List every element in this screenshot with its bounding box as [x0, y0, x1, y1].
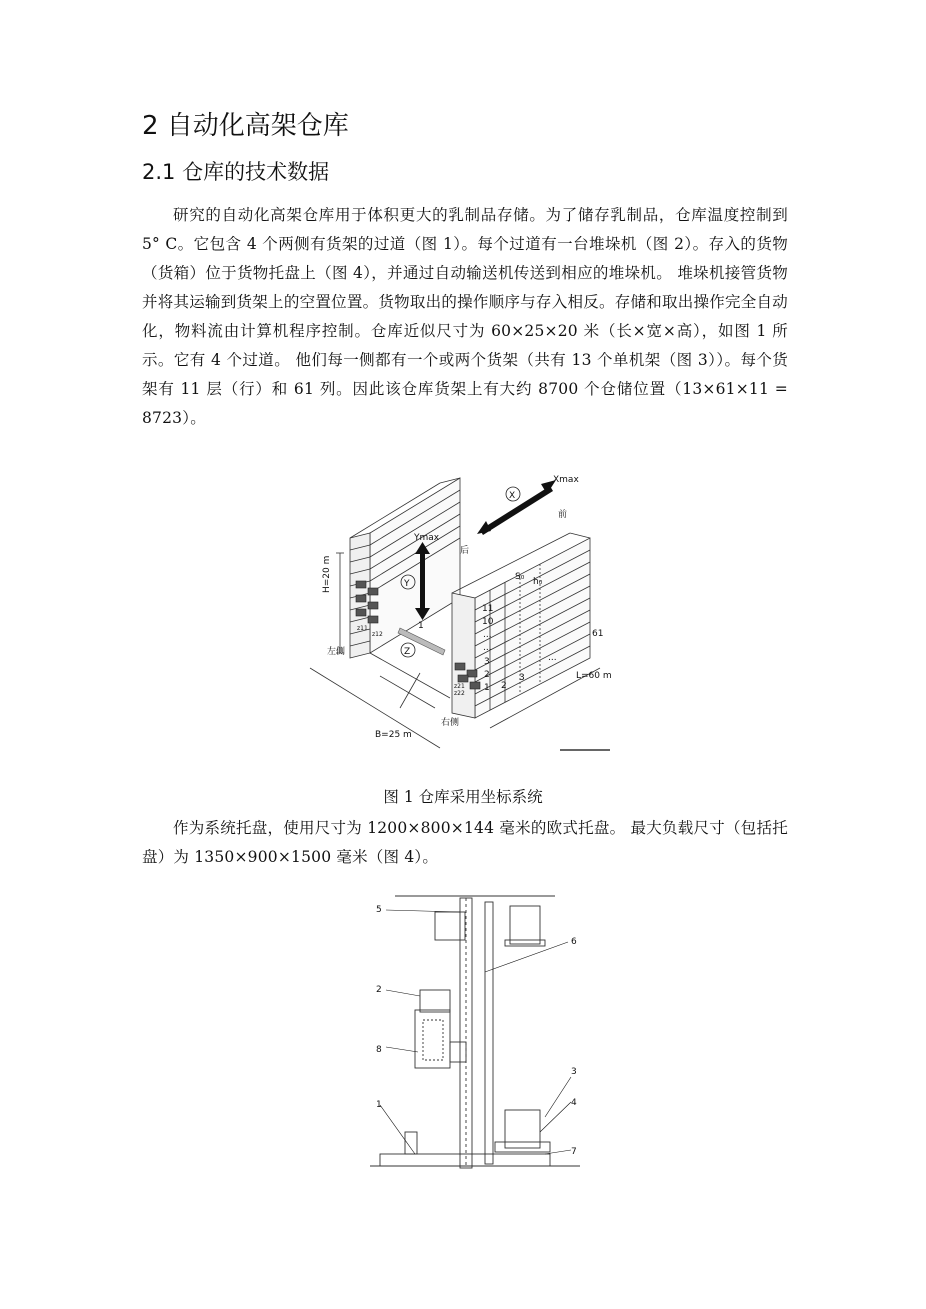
row-dots-label-1: ...: [483, 630, 492, 640]
part-4-label: 4: [571, 1098, 577, 1108]
height-label: H=20 m: [322, 555, 332, 593]
s0-label: S₀: [515, 572, 525, 582]
z21-label: z21: [454, 683, 465, 690]
back-label: 后: [460, 546, 470, 556]
col-2-label: 2: [501, 681, 507, 691]
z22-label: z22: [454, 690, 465, 697]
warehouse-coordinate-diagram: [300, 458, 620, 758]
part-3-label: 3: [571, 1067, 577, 1077]
col-61-label: 61: [592, 629, 604, 639]
y-axis-label: Y: [404, 579, 410, 589]
subsection-heading: 2.1 仓库的技术数据: [142, 160, 330, 184]
row-dots-label-2: ...: [483, 643, 492, 653]
col-3-label: 3: [519, 673, 525, 683]
width-label: B=25 m: [375, 730, 412, 740]
right-side-label: 右侧: [441, 718, 460, 728]
row-3-label: 3: [484, 657, 490, 667]
part-5-label: 5: [376, 905, 382, 915]
col-dots-label: ...: [548, 653, 557, 663]
row-1-label: 1: [484, 683, 490, 693]
h0-label: h₀: [533, 577, 543, 587]
row-11-label: 11: [482, 604, 494, 614]
xmax-label: Xmax: [553, 475, 579, 485]
row-2-label: 2: [484, 670, 490, 680]
z11-label: z11: [357, 625, 368, 632]
z12-label: z12: [372, 631, 383, 638]
part-1-label: 1: [376, 1100, 382, 1110]
z-axis-label: Z: [404, 647, 411, 657]
stacker-crane-drawing: [360, 892, 590, 1177]
body-paragraph-1: 研究的自动化高架仓库用于体积更大的乳制品存储。为了储存乳制品，仓库温度控制到 5° C。它包含 4 个两侧有货架的过道（图 1）。每个过道有一台堆垛机（图 2）。存入的货物（货箱）位于货物托盘上（图 4），并通过自动输送机传送到相应的堆垛机。 堆垛机接管货物并将其运输到货架上的空置位置。货物取出的操作顺序与存入相反。存储和取出操作完全自动化，物料流由计算机程序控制。仓库近似尺寸为 60×25×20 米（长×宽×高），如图 1 所示。它有 4 个过道。 他们每一侧都有一个或两个货架（共有 13 个单机架（图 3））。每个货架有 11 层（行）和 61 列。因此该仓库货架上有大约 8700 个仓储位置（13×61×11 = 8723）。: [142, 206, 788, 427]
body-paragraph-2: 作为系统托盘，使用尺寸为 1200×800×144 毫米的欧式托盘。 最大负载尺寸（包括托盘）为 1350×900×1500 毫米（图 4）。: [142, 819, 788, 866]
x-axis-label: X: [509, 491, 516, 501]
section-heading: 2 自动化高架仓库: [142, 111, 349, 141]
front-label: 前: [558, 510, 568, 520]
rack-1-label: 1: [418, 621, 424, 631]
part-7-label: 7: [571, 1147, 577, 1157]
length-label: L=60 m: [576, 671, 612, 681]
part-2-label: 2: [376, 985, 382, 995]
figure-1-caption: 图 1 仓库采用坐标系统: [383, 788, 543, 806]
ymax-label: Ymax: [414, 533, 440, 543]
part-8-label: 8: [376, 1045, 382, 1055]
part-6-label: 6: [571, 937, 577, 947]
left-side-label: 左侧: [327, 647, 346, 657]
row-10-label: 10: [482, 617, 494, 627]
